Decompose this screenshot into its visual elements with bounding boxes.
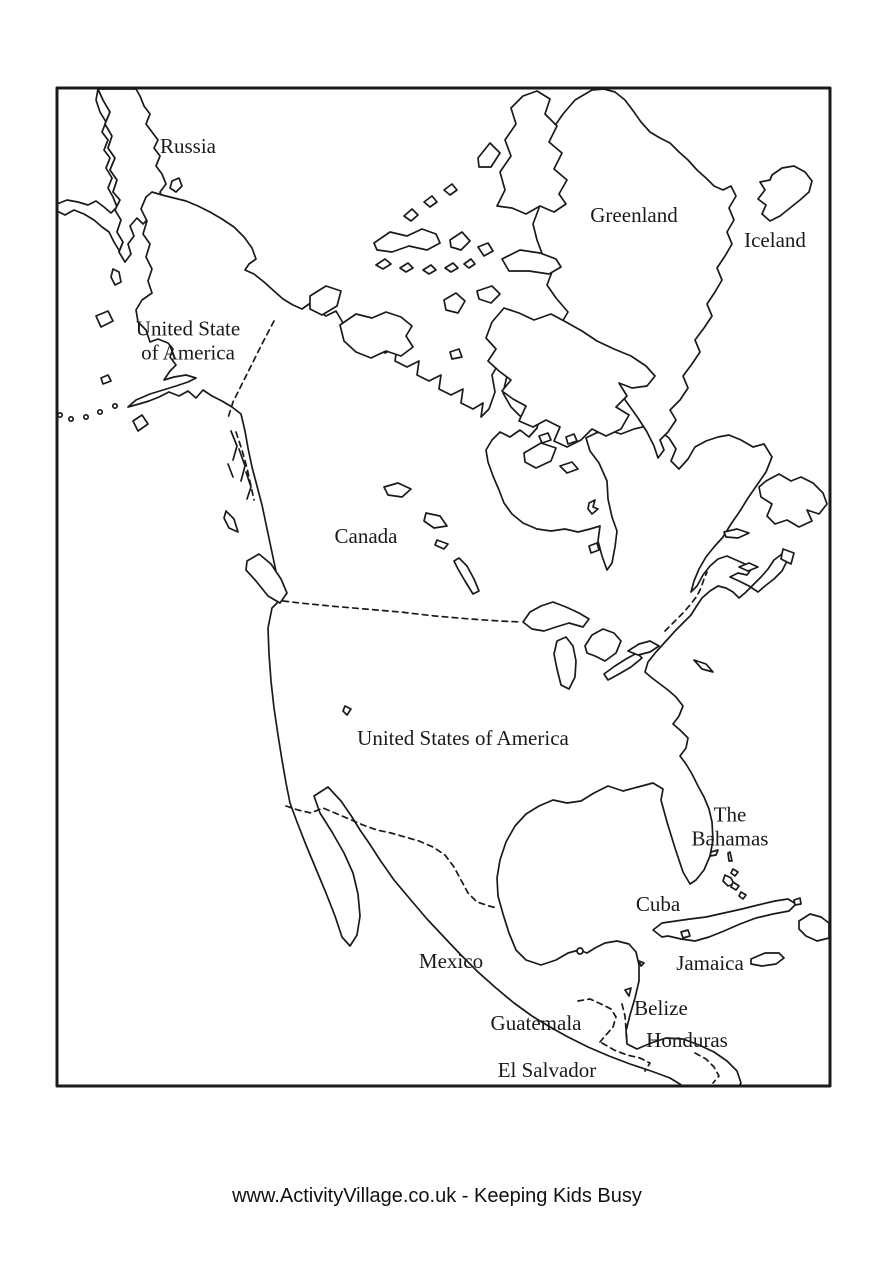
label-bahamas-line2: Bahamas bbox=[691, 826, 769, 850]
label-canada: Canada bbox=[334, 524, 398, 549]
label-alaska-line2: of America bbox=[141, 340, 235, 364]
label-alaska-united-state-of-america bbox=[136, 317, 240, 364]
label-mexico: Mexico bbox=[418, 949, 484, 974]
label-united-states-of-america: United States of America bbox=[357, 726, 569, 751]
label-el-salvador: El Salvador bbox=[497, 1058, 597, 1083]
label-greenland: Greenland bbox=[590, 203, 678, 228]
footer-credit: www.ActivityVillage.co.uk - Keeping Kids Busy bbox=[232, 1185, 642, 1207]
label-belize: Belize bbox=[634, 996, 688, 1021]
label-cuba: Cuba bbox=[635, 892, 681, 917]
label-russia: Russia bbox=[159, 134, 217, 159]
label-iceland: Iceland bbox=[744, 228, 806, 253]
label-bahamas-line1: The bbox=[713, 802, 747, 827]
label-the-bahamas bbox=[692, 803, 769, 850]
label-guatemala: Guatemala bbox=[490, 1011, 582, 1036]
label-honduras: Honduras bbox=[646, 1028, 728, 1053]
label-alaska-line1: United State bbox=[135, 316, 241, 341]
iceland-island bbox=[758, 166, 812, 221]
label-jamaica: Jamaica bbox=[676, 951, 744, 976]
